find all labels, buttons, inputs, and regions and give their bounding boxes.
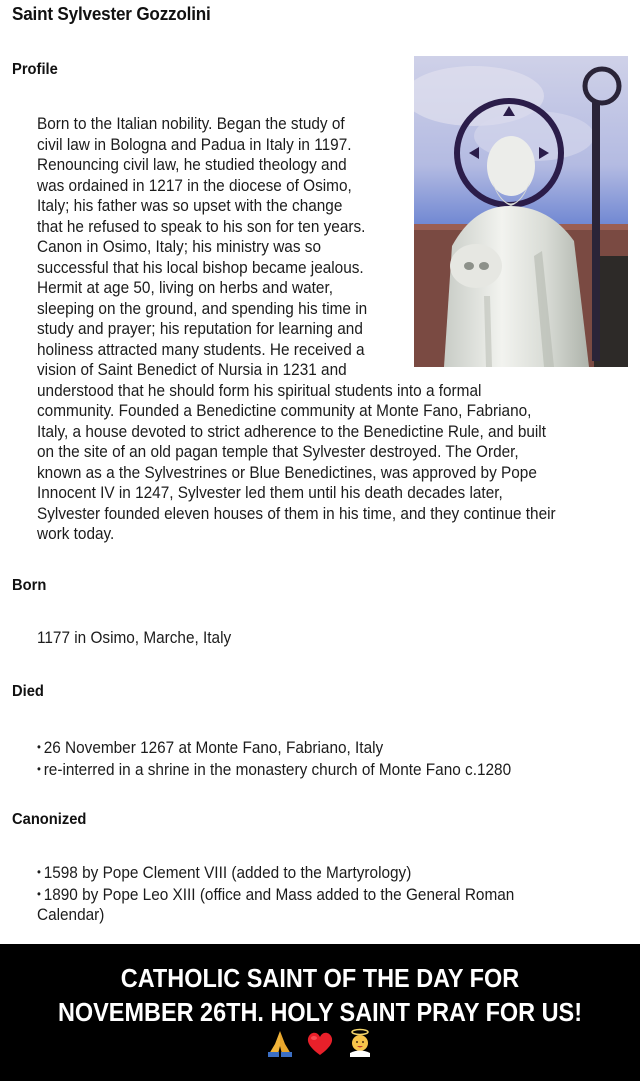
canonized-heading: Canonized — [12, 811, 87, 828]
page-title: Saint Sylvester Gozzolini — [12, 4, 211, 24]
born-heading: Born — [12, 577, 47, 594]
canonized-list — [37, 862, 514, 926]
saint-statue-image — [414, 56, 628, 367]
profile-line: that he refused to speak to his son for ten years. — [37, 217, 366, 236]
died-list-item — [37, 759, 511, 781]
profile-line: Renouncing civil law, he studied theology and — [37, 156, 347, 174]
profile-line: holiness attracted many students. He received a — [37, 340, 365, 359]
folded-hands-icon — [265, 1028, 295, 1058]
bullet-icon: • — [37, 761, 41, 776]
bullet-icon: • — [37, 886, 41, 901]
profile-line: on the site of an old pagan temple that Sylvester destroyed. The Order, — [37, 443, 519, 461]
born-text: 1177 in Osimo, Marche, Italy — [37, 629, 232, 647]
red-heart-icon — [305, 1028, 335, 1058]
profile-line: known as a the Sylvestrines or Blue Benedictines, was approved by Pope — [37, 463, 537, 482]
profile-line: was ordained in 1217 in the diocese of Osimo, — [37, 176, 352, 195]
profile-heading: Profile — [12, 61, 58, 78]
profile-line: understood that he should form his spiritual students into a formal — [37, 381, 482, 400]
died-list-item — [37, 737, 511, 759]
profile-line: Canon in Osimo, Italy; his ministry was so — [37, 238, 321, 256]
emoji-row — [0, 1028, 640, 1058]
profile-line: Italy, a house devoted to strict adherence to the Benedictine Rule, and built — [37, 422, 546, 441]
canonized-list-item — [37, 884, 514, 906]
canonized-list-item-continued — [37, 905, 514, 926]
profile-line: civil law in Bologna and Padua in Italy in 1197. — [37, 135, 352, 154]
profile-line: study and prayer; his reputation for learning and — [37, 320, 363, 338]
profile-line: successful that his local bishop became jealous. — [37, 258, 364, 277]
canonized-item-text: 1598 by Pope Clement VIII (added to the Martyrology) — [43, 864, 412, 882]
profile-line: community. Founded a Benedictine community at Monte Fano, Fabriano, — [37, 402, 532, 420]
profile-line: work today. — [37, 525, 115, 543]
bullet-icon: • — [37, 865, 41, 879]
canonized-item-text: Calendar) — [37, 906, 105, 924]
banner-line: NOVEMBER 26TH. HOLY SAINT PRAY FOR US! — [57, 999, 583, 1027]
profile-line: Italy; his father was so upset with the change — [37, 197, 343, 215]
banner-caption — [26, 962, 615, 1030]
baby-angel-icon — [345, 1028, 375, 1058]
profile-line: Hermit at age 50, living on herbs and water, — [37, 279, 333, 297]
caption-banner — [0, 944, 640, 1081]
died-item-text: 26 November 1267 at Monte Fano, Fabriano, Italy — [43, 739, 384, 757]
banner-line: CATHOLIC SAINT OF THE DAY FOR — [120, 965, 520, 993]
profile-line: vision of Saint Benedict of Nursia in 1231 and — [37, 361, 347, 379]
died-list — [37, 737, 511, 780]
bullet-icon: • — [37, 740, 41, 754]
profile-line: Sylvester founded eleven houses of them in his time, and they continue their — [37, 504, 556, 523]
died-item-text: re-interred in a shrine in the monastery church of Monte Fano c.1280 — [43, 760, 512, 779]
canonized-item-text: 1890 by Pope Leo XIII (office and Mass added to the General Roman — [43, 885, 515, 904]
profile-line: Innocent IV in 1247, Sylvester led them until his death decades later, — [37, 484, 503, 502]
profile-line: sleeping on the ground, and spending his time in — [37, 299, 368, 318]
canonized-list-item — [37, 862, 514, 884]
died-heading: Died — [12, 683, 44, 700]
profile-line: Born to the Italian nobility. Began the study of — [37, 115, 345, 133]
